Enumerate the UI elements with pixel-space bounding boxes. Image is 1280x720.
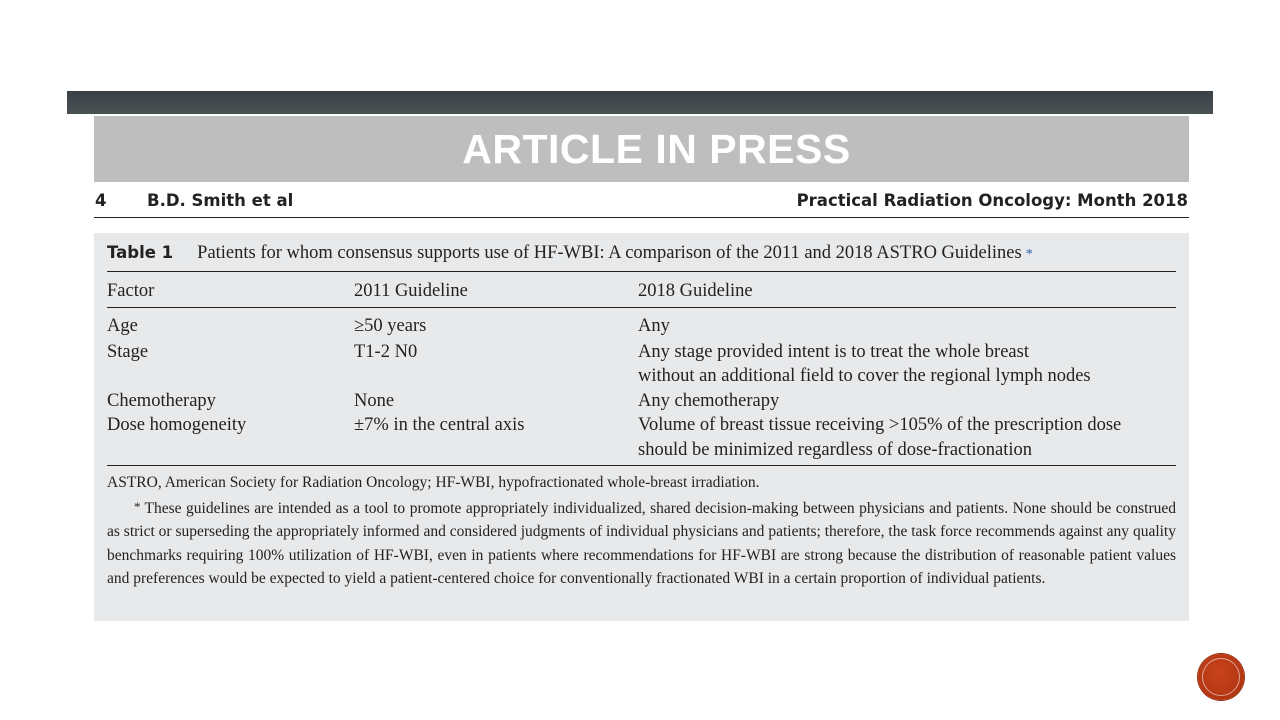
table-caption-text: Patients for whom consensus supports use of HF-WBI: A comparison of the 2011 and 2018 ASTRO Guidelines: [197, 243, 1022, 263]
row-stage-2018-line1: Any stage provided intent is to treat the whole breast: [638, 342, 1029, 362]
header-factor: Factor: [107, 281, 155, 301]
banner-title: ARTICLE IN PRESS: [462, 125, 851, 172]
row-stage-factor: Stage: [107, 342, 149, 362]
row-dose-factor: Dose homogeneity: [107, 415, 247, 435]
row-dose-2018-line2: should be minimized regardless of dose-fractionation: [638, 440, 1033, 460]
author-line: B.D. Smith et al: [147, 191, 294, 210]
footnote-marker: *: [134, 498, 141, 514]
slide-nav-button[interactable]: [1198, 654, 1244, 700]
abbreviations-note: ASTRO, American Society for Radiation Oncology; HF-WBI, hypofractionated whole-breast irradiation.: [107, 474, 760, 491]
header-2011: 2011 Guideline: [354, 281, 468, 301]
article-in-press-banner: [94, 116, 1189, 182]
table-caption: [107, 243, 1177, 264]
table-panel: [94, 233, 1189, 621]
header-rule: [107, 307, 1176, 308]
page-number: 4: [95, 191, 107, 210]
footnote-text: These guidelines are intended as a tool to promote appropriately individualized, shared decision-making between physicians and patients. None should be construed as strict or superseding the appropriately informed and considered judgments of individual physicians and patients; therefore, the task force recommends against any quality benchmarks requiring 100% utilization of HF-WBI, even in patients where recommendations for HF-WBI are strong because the distribution of reasonable patient values and preferences would be expected to yield a patient-centered choice for conventionally fractionated WBI in a certain proportion of individual patients.: [107, 499, 1176, 587]
row-age-2018: Any: [638, 316, 670, 336]
row-chemo-2018: Any chemotherapy: [638, 391, 780, 411]
row-age-2011: ≥50 years: [354, 316, 427, 336]
running-header: [94, 189, 1189, 218]
row-stage-2011: T1-2 N0: [354, 342, 418, 362]
footnote: [107, 495, 1176, 591]
row-dose-2018-line1: Volume of breast tissue receiving >105% of the prescription dose: [638, 415, 1122, 435]
table-label: Table 1: [107, 243, 174, 262]
table-bottom-rule: [107, 465, 1176, 466]
row-chemo-2011: None: [354, 391, 395, 411]
journal-title: Practical Radiation Oncology: Month 2018: [796, 191, 1188, 210]
row-chemo-factor: Chemotherapy: [107, 391, 216, 411]
top-decorative-bar: [67, 91, 1213, 114]
row-stage-2018-line2: without an additional field to cover the regional lymph nodes: [638, 366, 1091, 386]
caption-footnote-marker: *: [1025, 247, 1033, 262]
table-top-rule: [107, 271, 1176, 272]
header-2018: 2018 Guideline: [638, 281, 753, 301]
row-age-factor: Age: [107, 316, 138, 336]
row-dose-2011: ±7% in the central axis: [354, 415, 525, 435]
table-notes: [107, 471, 1176, 591]
